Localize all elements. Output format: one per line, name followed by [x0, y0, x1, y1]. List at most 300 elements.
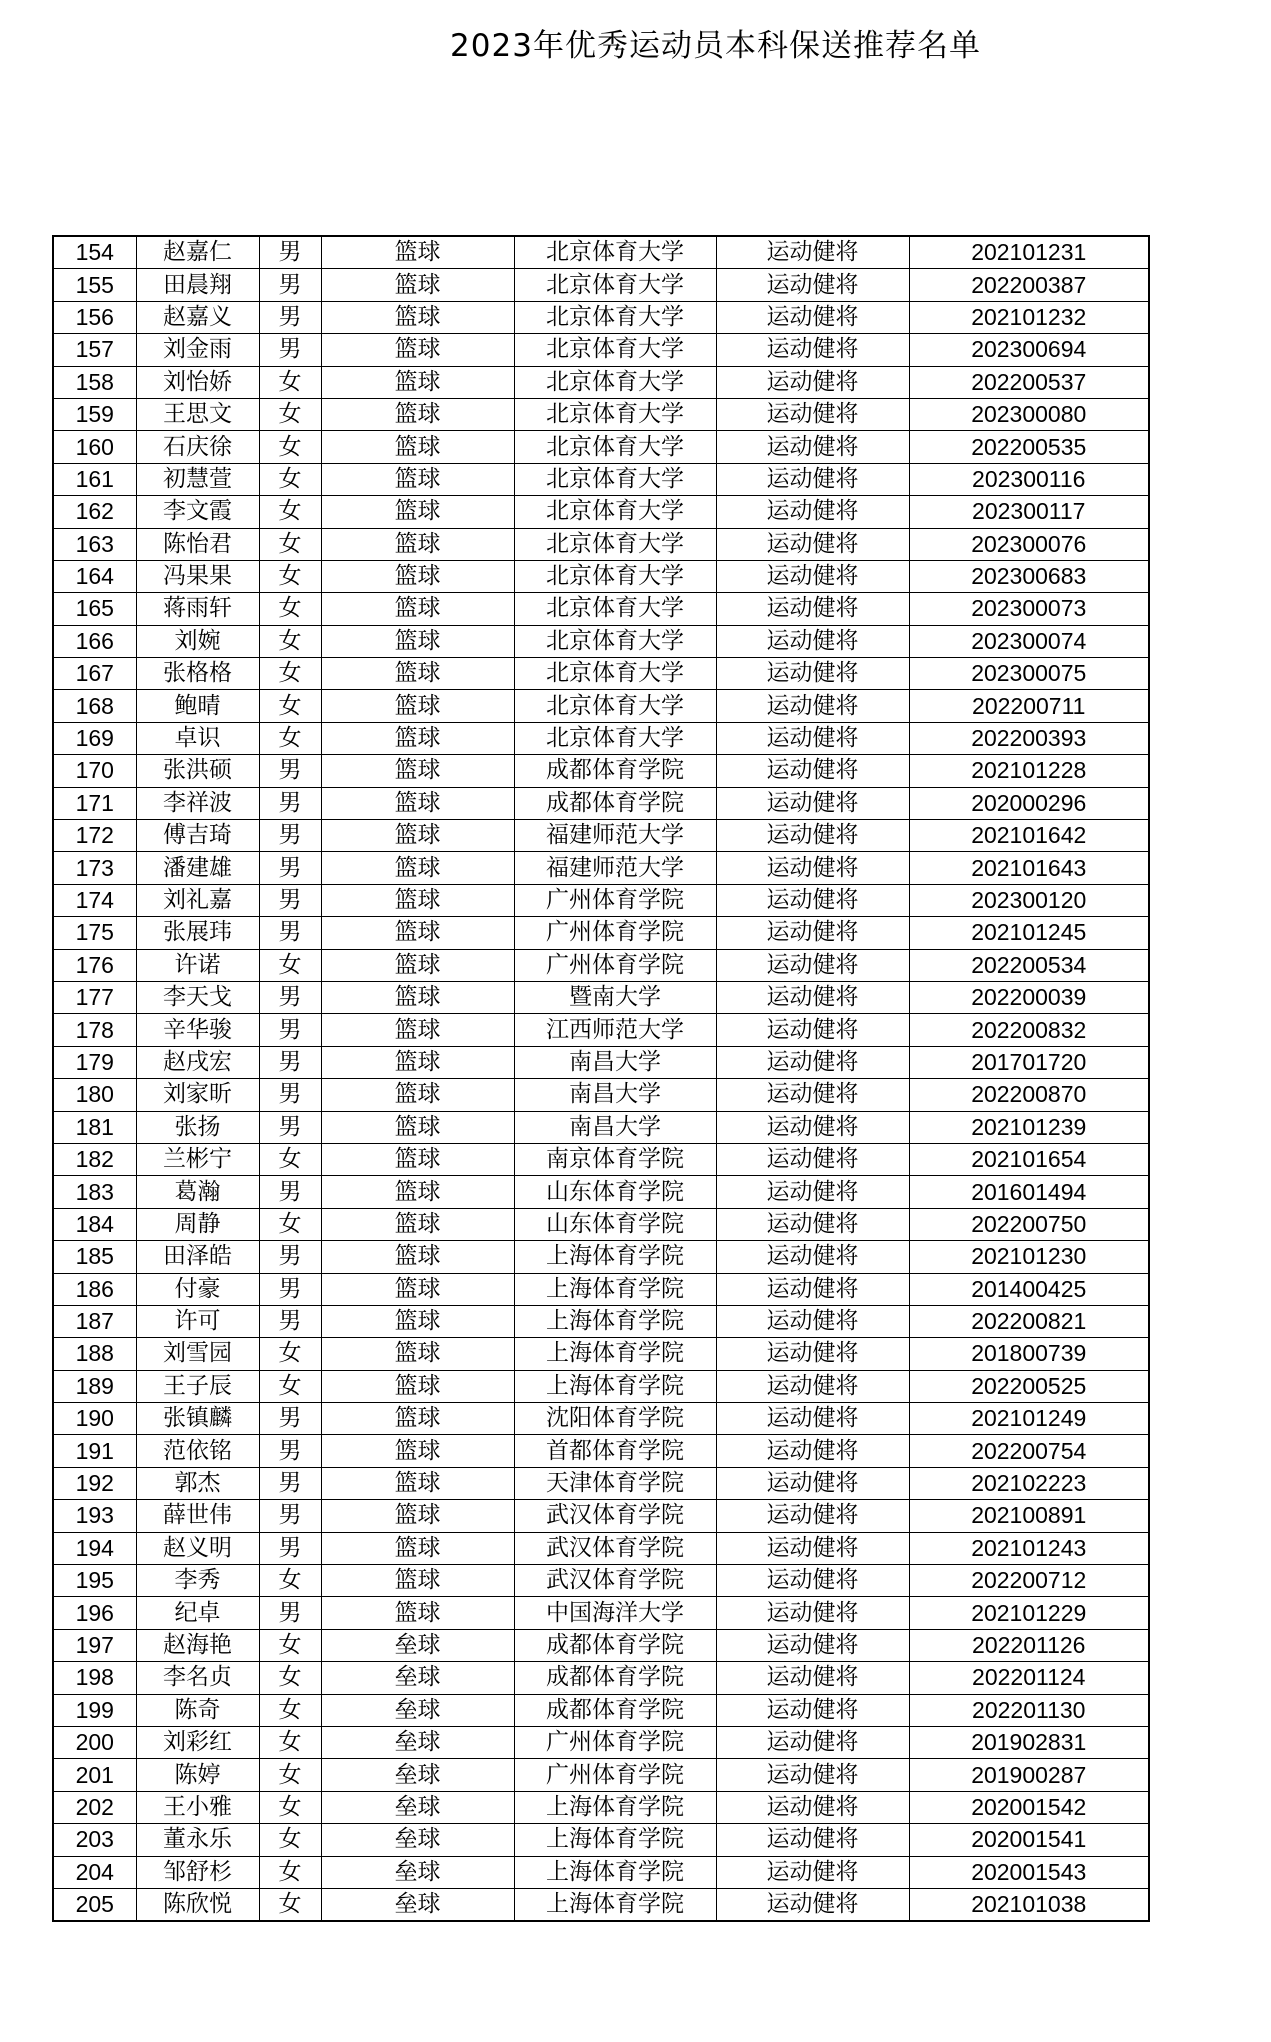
athlete-name-cell: 刘金雨: [136, 334, 259, 366]
seq-number-cell: 199: [53, 1694, 136, 1726]
sport-cell: 篮球: [321, 1435, 514, 1467]
athlete-level-cell: 运动健将: [716, 722, 909, 754]
seq-number-cell: 172: [53, 820, 136, 852]
seq-number-cell: 189: [53, 1370, 136, 1402]
seq-number-cell: 165: [53, 593, 136, 625]
seq-number-cell: 157: [53, 334, 136, 366]
sport-cell: 篮球: [321, 787, 514, 819]
certificate-number-cell: 202101239: [909, 1111, 1149, 1143]
certificate-number-cell: 202101231: [909, 236, 1149, 269]
athlete-name-cell: 张洪硕: [136, 755, 259, 787]
seq-number-cell: 196: [53, 1597, 136, 1629]
athlete-name-cell: 赵海艳: [136, 1629, 259, 1661]
gender-cell: 男: [259, 236, 321, 269]
athlete-name-cell: 王思文: [136, 398, 259, 430]
sport-cell: 篮球: [321, 658, 514, 690]
university-cell: 北京体育大学: [514, 334, 716, 366]
certificate-number-cell: 202200832: [909, 1014, 1149, 1046]
athlete-level-cell: 运动健将: [716, 884, 909, 916]
sport-cell: 篮球: [321, 1176, 514, 1208]
gender-cell: 女: [259, 949, 321, 981]
seq-number-cell: 154: [53, 236, 136, 269]
athlete-level-cell: 运动健将: [716, 1856, 909, 1888]
certificate-number-cell: 202101642: [909, 820, 1149, 852]
university-cell: 成都体育学院: [514, 787, 716, 819]
table-row: [53, 366, 1149, 398]
university-cell: 成都体育学院: [514, 755, 716, 787]
athlete-level-cell: 运动健将: [716, 981, 909, 1013]
university-cell: 北京体育大学: [514, 431, 716, 463]
seq-number-cell: 160: [53, 431, 136, 463]
sport-cell: 篮球: [321, 1305, 514, 1337]
table-row: [53, 1176, 1149, 1208]
gender-cell: 女: [259, 593, 321, 625]
certificate-number-cell: 202200870: [909, 1079, 1149, 1111]
table-row: [53, 852, 1149, 884]
certificate-number-cell: 202200534: [909, 949, 1149, 981]
athlete-name-cell: 陈婷: [136, 1759, 259, 1791]
athlete-name-cell: 傅吉琦: [136, 820, 259, 852]
university-cell: 上海体育学院: [514, 1241, 716, 1273]
certificate-number-cell: 202001542: [909, 1791, 1149, 1823]
gender-cell: 女: [259, 625, 321, 657]
sport-cell: 篮球: [321, 1500, 514, 1532]
seq-number-cell: 198: [53, 1662, 136, 1694]
seq-number-cell: 163: [53, 528, 136, 560]
gender-cell: 男: [259, 787, 321, 819]
table-row: [53, 1241, 1149, 1273]
athlete-name-cell: 刘婉: [136, 625, 259, 657]
sport-cell: 垒球: [321, 1726, 514, 1758]
certificate-number-cell: 201701720: [909, 1046, 1149, 1078]
athlete-level-cell: 运动健将: [716, 1403, 909, 1435]
university-cell: 上海体育学院: [514, 1856, 716, 1888]
certificate-number-cell: 202101229: [909, 1597, 1149, 1629]
seq-number-cell: 176: [53, 949, 136, 981]
table-row: [53, 1726, 1149, 1758]
athlete-level-cell: 运动健将: [716, 1014, 909, 1046]
seq-number-cell: 183: [53, 1176, 136, 1208]
gender-cell: 男: [259, 755, 321, 787]
table-row: [53, 1662, 1149, 1694]
certificate-number-cell: 202102223: [909, 1467, 1149, 1499]
certificate-number-cell: 202000296: [909, 787, 1149, 819]
sport-cell: 篮球: [321, 1565, 514, 1597]
athlete-level-cell: 运动健将: [716, 690, 909, 722]
athlete-level-cell: 运动健将: [716, 431, 909, 463]
athlete-name-cell: 陈欣悦: [136, 1888, 259, 1921]
sport-cell: 垒球: [321, 1662, 514, 1694]
athlete-name-cell: 蒋雨轩: [136, 593, 259, 625]
university-cell: 沈阳体育学院: [514, 1403, 716, 1435]
seq-number-cell: 169: [53, 722, 136, 754]
certificate-number-cell: 202300120: [909, 884, 1149, 916]
table-row: [53, 722, 1149, 754]
sport-cell: 篮球: [321, 949, 514, 981]
university-cell: 上海体育学院: [514, 1791, 716, 1823]
athlete-level-cell: 运动健将: [716, 366, 909, 398]
sport-cell: 篮球: [321, 1208, 514, 1240]
seq-number-cell: 156: [53, 301, 136, 333]
sport-cell: 篮球: [321, 398, 514, 430]
sport-cell: 篮球: [321, 431, 514, 463]
athlete-level-cell: 运动健将: [716, 1500, 909, 1532]
certificate-number-cell: 202200535: [909, 431, 1149, 463]
seq-number-cell: 185: [53, 1241, 136, 1273]
gender-cell: 女: [259, 690, 321, 722]
certificate-number-cell: 202200821: [909, 1305, 1149, 1337]
university-cell: 上海体育学院: [514, 1370, 716, 1402]
table-row: [53, 1565, 1149, 1597]
university-cell: 成都体育学院: [514, 1629, 716, 1661]
university-cell: 暨南大学: [514, 981, 716, 1013]
seq-number-cell: 181: [53, 1111, 136, 1143]
athlete-name-cell: 兰彬宁: [136, 1143, 259, 1175]
seq-number-cell: 167: [53, 658, 136, 690]
table-row: [53, 625, 1149, 657]
athlete-level-cell: 运动健将: [716, 1629, 909, 1661]
gender-cell: 男: [259, 1176, 321, 1208]
athlete-level-cell: 运动健将: [716, 1824, 909, 1856]
athlete-name-cell: 李天戈: [136, 981, 259, 1013]
certificate-number-cell: 202101245: [909, 917, 1149, 949]
university-cell: 北京体育大学: [514, 560, 716, 592]
gender-cell: 女: [259, 1143, 321, 1175]
gender-cell: 女: [259, 528, 321, 560]
athlete-name-cell: 张展玮: [136, 917, 259, 949]
table-row: [53, 1338, 1149, 1370]
gender-cell: 女: [259, 1629, 321, 1661]
university-cell: 上海体育学院: [514, 1888, 716, 1921]
gender-cell: 男: [259, 884, 321, 916]
seq-number-cell: 200: [53, 1726, 136, 1758]
certificate-number-cell: 202300074: [909, 625, 1149, 657]
gender-cell: 女: [259, 431, 321, 463]
athlete-level-cell: 运动健将: [716, 1694, 909, 1726]
seq-number-cell: 186: [53, 1273, 136, 1305]
gender-cell: 男: [259, 1079, 321, 1111]
athlete-name-cell: 张镇麟: [136, 1403, 259, 1435]
sport-cell: 篮球: [321, 852, 514, 884]
athlete-level-cell: 运动健将: [716, 1111, 909, 1143]
athlete-name-cell: 赵义明: [136, 1532, 259, 1564]
athlete-level-cell: 运动健将: [716, 528, 909, 560]
athlete-name-cell: 许诺: [136, 949, 259, 981]
gender-cell: 男: [259, 1046, 321, 1078]
certificate-number-cell: 202200712: [909, 1565, 1149, 1597]
table-row: [53, 1532, 1149, 1564]
table-body: [53, 236, 1149, 1921]
certificate-number-cell: 202300073: [909, 593, 1149, 625]
athlete-level-cell: 运动健将: [716, 593, 909, 625]
athlete-name-cell: 潘建雄: [136, 852, 259, 884]
athlete-name-cell: 石庆徐: [136, 431, 259, 463]
athlete-level-cell: 运动健将: [716, 755, 909, 787]
athlete-level-cell: 运动健将: [716, 1532, 909, 1564]
gender-cell: 男: [259, 917, 321, 949]
table-row: [53, 1305, 1149, 1337]
athlete-name-cell: 初慧萱: [136, 463, 259, 495]
gender-cell: 女: [259, 1565, 321, 1597]
seq-number-cell: 177: [53, 981, 136, 1013]
certificate-number-cell: 202200525: [909, 1370, 1149, 1402]
table-row: [53, 1694, 1149, 1726]
university-cell: 天津体育学院: [514, 1467, 716, 1499]
table-row: [53, 787, 1149, 819]
athlete-name-cell: 范依铭: [136, 1435, 259, 1467]
certificate-number-cell: 202300117: [909, 496, 1149, 528]
athlete-level-cell: 运动健将: [716, 1370, 909, 1402]
university-cell: 北京体育大学: [514, 528, 716, 560]
certificate-number-cell: 202201126: [909, 1629, 1149, 1661]
athlete-name-cell: 刘彩红: [136, 1726, 259, 1758]
athlete-level-cell: 运动健将: [716, 1759, 909, 1791]
sport-cell: 篮球: [321, 690, 514, 722]
gender-cell: 女: [259, 1824, 321, 1856]
certificate-number-cell: 202200039: [909, 981, 1149, 1013]
university-cell: 北京体育大学: [514, 463, 716, 495]
certificate-number-cell: 202101654: [909, 1143, 1149, 1175]
table-row: [53, 528, 1149, 560]
athlete-level-cell: 运动健将: [716, 949, 909, 981]
table-row: [53, 236, 1149, 269]
university-cell: 北京体育大学: [514, 593, 716, 625]
athlete-name-cell: 李文霞: [136, 496, 259, 528]
athlete-name-cell: 刘家昕: [136, 1079, 259, 1111]
seq-number-cell: 164: [53, 560, 136, 592]
sport-cell: 垒球: [321, 1824, 514, 1856]
athlete-level-cell: 运动健将: [716, 301, 909, 333]
certificate-number-cell: 202200537: [909, 366, 1149, 398]
sport-cell: 篮球: [321, 236, 514, 269]
sport-cell: 垒球: [321, 1629, 514, 1661]
university-cell: 江西师范大学: [514, 1014, 716, 1046]
athlete-name-cell: 薛世伟: [136, 1500, 259, 1532]
sport-cell: 篮球: [321, 1467, 514, 1499]
seq-number-cell: 195: [53, 1565, 136, 1597]
university-cell: 北京体育大学: [514, 301, 716, 333]
seq-number-cell: 161: [53, 463, 136, 495]
athlete-name-cell: 冯果果: [136, 560, 259, 592]
athlete-level-cell: 运动健将: [716, 334, 909, 366]
gender-cell: 女: [259, 366, 321, 398]
university-cell: 北京体育大学: [514, 366, 716, 398]
seq-number-cell: 190: [53, 1403, 136, 1435]
sport-cell: 篮球: [321, 463, 514, 495]
gender-cell: 女: [259, 1856, 321, 1888]
university-cell: 成都体育学院: [514, 1694, 716, 1726]
certificate-number-cell: 202200754: [909, 1435, 1149, 1467]
sport-cell: 篮球: [321, 593, 514, 625]
seq-number-cell: 193: [53, 1500, 136, 1532]
university-cell: 首都体育学院: [514, 1435, 716, 1467]
table-row: [53, 884, 1149, 916]
table-row: [53, 269, 1149, 301]
certificate-number-cell: 202101243: [909, 1532, 1149, 1564]
table-row: [53, 1435, 1149, 1467]
university-cell: 北京体育大学: [514, 236, 716, 269]
university-cell: 武汉体育学院: [514, 1565, 716, 1597]
athlete-name-cell: 陈奇: [136, 1694, 259, 1726]
gender-cell: 男: [259, 1014, 321, 1046]
gender-cell: 男: [259, 1435, 321, 1467]
sport-cell: 篮球: [321, 1370, 514, 1402]
athlete-name-cell: 鲍晴: [136, 690, 259, 722]
athlete-level-cell: 运动健将: [716, 1338, 909, 1370]
table-row: [53, 1791, 1149, 1823]
certificate-number-cell: 202101643: [909, 852, 1149, 884]
certificate-number-cell: 202300076: [909, 528, 1149, 560]
athlete-name-cell: 郭杰: [136, 1467, 259, 1499]
sport-cell: 篮球: [321, 528, 514, 560]
certificate-number-cell: 202101038: [909, 1888, 1149, 1921]
table-row: [53, 431, 1149, 463]
sport-cell: 篮球: [321, 1046, 514, 1078]
seq-number-cell: 197: [53, 1629, 136, 1661]
sport-cell: 篮球: [321, 981, 514, 1013]
athlete-level-cell: 运动健将: [716, 1176, 909, 1208]
sport-cell: 篮球: [321, 496, 514, 528]
certificate-number-cell: 201400425: [909, 1273, 1149, 1305]
university-cell: 北京体育大学: [514, 690, 716, 722]
table-row: [53, 1046, 1149, 1078]
seq-number-cell: 166: [53, 625, 136, 657]
seq-number-cell: 204: [53, 1856, 136, 1888]
sport-cell: 篮球: [321, 1241, 514, 1273]
gender-cell: 男: [259, 1305, 321, 1337]
table-row: [53, 1143, 1149, 1175]
athlete-level-cell: 运动健将: [716, 496, 909, 528]
gender-cell: 女: [259, 1888, 321, 1921]
gender-cell: 女: [259, 1662, 321, 1694]
athlete-name-cell: 邹舒杉: [136, 1856, 259, 1888]
seq-number-cell: 178: [53, 1014, 136, 1046]
table-row: [53, 1208, 1149, 1240]
university-cell: 南昌大学: [514, 1079, 716, 1111]
seq-number-cell: 174: [53, 884, 136, 916]
certificate-number-cell: 201900287: [909, 1759, 1149, 1791]
certificate-number-cell: 202300116: [909, 463, 1149, 495]
sport-cell: 篮球: [321, 366, 514, 398]
recommendation-table: [52, 235, 1150, 1922]
athlete-level-cell: 运动健将: [716, 658, 909, 690]
sport-cell: 篮球: [321, 755, 514, 787]
table-row: [53, 1079, 1149, 1111]
seq-number-cell: 182: [53, 1143, 136, 1175]
gender-cell: 女: [259, 1338, 321, 1370]
gender-cell: 女: [259, 1726, 321, 1758]
sport-cell: 垒球: [321, 1759, 514, 1791]
university-cell: 南京体育学院: [514, 1143, 716, 1175]
athlete-level-cell: 运动健将: [716, 787, 909, 819]
sport-cell: 篮球: [321, 301, 514, 333]
table-row: [53, 755, 1149, 787]
table-row: [53, 981, 1149, 1013]
certificate-number-cell: 202300683: [909, 560, 1149, 592]
sport-cell: 篮球: [321, 820, 514, 852]
athlete-name-cell: 卓识: [136, 722, 259, 754]
athlete-level-cell: 运动健将: [716, 463, 909, 495]
seq-number-cell: 180: [53, 1079, 136, 1111]
athlete-level-cell: 运动健将: [716, 820, 909, 852]
table-row: [53, 398, 1149, 430]
gender-cell: 女: [259, 722, 321, 754]
athlete-level-cell: 运动健将: [716, 1305, 909, 1337]
university-cell: 上海体育学院: [514, 1824, 716, 1856]
athlete-name-cell: 张扬: [136, 1111, 259, 1143]
athlete-level-cell: 运动健将: [716, 1726, 909, 1758]
athlete-level-cell: 运动健将: [716, 1208, 909, 1240]
athlete-level-cell: 运动健将: [716, 1597, 909, 1629]
athlete-name-cell: 赵嘉仁: [136, 236, 259, 269]
sport-cell: 篮球: [321, 334, 514, 366]
athlete-name-cell: 刘怡娇: [136, 366, 259, 398]
university-cell: 广州体育学院: [514, 917, 716, 949]
athlete-level-cell: 运动健将: [716, 1791, 909, 1823]
table-row: [53, 1014, 1149, 1046]
gender-cell: 男: [259, 1111, 321, 1143]
certificate-number-cell: 202101228: [909, 755, 1149, 787]
sport-cell: 垒球: [321, 1856, 514, 1888]
university-cell: 北京体育大学: [514, 269, 716, 301]
table-row: [53, 1759, 1149, 1791]
seq-number-cell: 173: [53, 852, 136, 884]
gender-cell: 男: [259, 301, 321, 333]
certificate-number-cell: 202201130: [909, 1694, 1149, 1726]
university-cell: 武汉体育学院: [514, 1532, 716, 1564]
athlete-level-cell: 运动健将: [716, 917, 909, 949]
university-cell: 北京体育大学: [514, 722, 716, 754]
sport-cell: 篮球: [321, 1111, 514, 1143]
certificate-number-cell: 202100891: [909, 1500, 1149, 1532]
table-row: [53, 463, 1149, 495]
seq-number-cell: 188: [53, 1338, 136, 1370]
sport-cell: 垒球: [321, 1791, 514, 1823]
sport-cell: 篮球: [321, 722, 514, 754]
athlete-level-cell: 运动健将: [716, 236, 909, 269]
gender-cell: 女: [259, 658, 321, 690]
university-cell: 上海体育学院: [514, 1338, 716, 1370]
table-row: [53, 1824, 1149, 1856]
athlete-level-cell: 运动健将: [716, 1046, 909, 1078]
university-cell: 北京体育大学: [514, 625, 716, 657]
seq-number-cell: 191: [53, 1435, 136, 1467]
university-cell: 中国海洋大学: [514, 1597, 716, 1629]
table-row: [53, 1273, 1149, 1305]
university-cell: 北京体育大学: [514, 496, 716, 528]
gender-cell: 男: [259, 269, 321, 301]
table-row: [53, 949, 1149, 981]
athlete-name-cell: 李祥波: [136, 787, 259, 819]
gender-cell: 女: [259, 560, 321, 592]
page-title: 2023年优秀运动员本科保送推荐名单: [450, 28, 981, 64]
university-cell: 广州体育学院: [514, 1759, 716, 1791]
certificate-number-cell: 202101230: [909, 1241, 1149, 1273]
certificate-number-cell: 201601494: [909, 1176, 1149, 1208]
table-row: [53, 1856, 1149, 1888]
athlete-level-cell: 运动健将: [716, 1435, 909, 1467]
table-row: [53, 1888, 1149, 1921]
university-cell: 武汉体育学院: [514, 1500, 716, 1532]
athlete-level-cell: 运动健将: [716, 1241, 909, 1273]
certificate-number-cell: 202001543: [909, 1856, 1149, 1888]
certificate-number-cell: 201800739: [909, 1338, 1149, 1370]
seq-number-cell: 171: [53, 787, 136, 819]
university-cell: 南昌大学: [514, 1111, 716, 1143]
athlete-name-cell: 赵戌宏: [136, 1046, 259, 1078]
athlete-level-cell: 运动健将: [716, 1273, 909, 1305]
certificate-number-cell: 201902831: [909, 1726, 1149, 1758]
